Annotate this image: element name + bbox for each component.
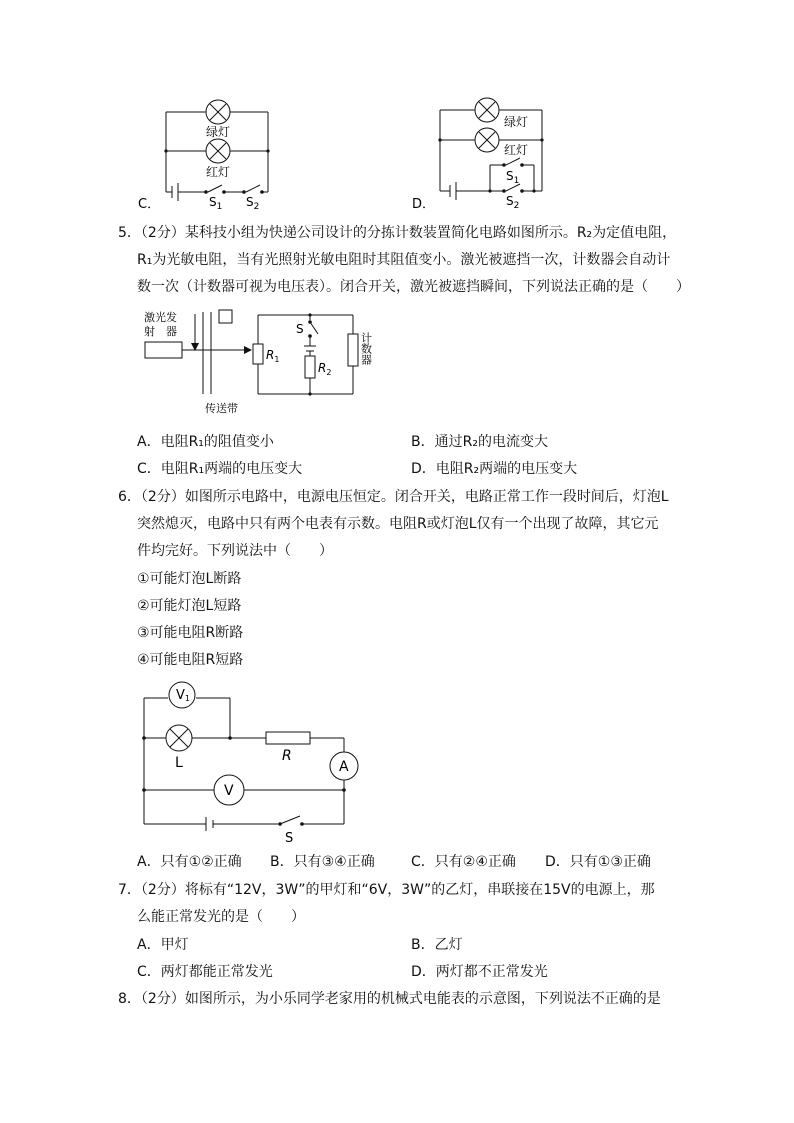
option-c-label: C． — [138, 197, 161, 212]
s2-label: S — [246, 195, 254, 209]
s2-label-d: S — [506, 194, 514, 208]
q5-option-d[interactable]: D．电阻R₂两端的电压变大 — [411, 461, 578, 477]
v1-label: V — [176, 688, 185, 703]
q6-option-d[interactable]: D．只有①③正确 — [545, 854, 651, 870]
q5-option-a[interactable]: A．电阻R₁的阻值变小 — [137, 434, 274, 450]
option-d-label: D． — [412, 197, 436, 212]
lamp-l-label: L — [175, 755, 183, 771]
q7-line1: 7．（2分）将标有“12V，3W”的甲灯和“6V，3W”的乙灯，串联接在15V的电源上，那 — [118, 882, 655, 898]
svg-text:S2 — [506, 194, 519, 211]
svg-text:S2 — [246, 195, 259, 212]
s1-sub: 1 — [216, 202, 223, 212]
option-d-circuit-figure — [410, 92, 570, 212]
green-lamp-label-d: 绿灯 — [504, 115, 529, 129]
q6-statement-1: ①可能灯泡L断路 — [137, 571, 242, 587]
q7-option-b[interactable]: B．乙灯 — [411, 937, 463, 953]
r1-label: R — [266, 348, 275, 362]
q5-option-b[interactable]: B．通过R₂的电流变大 — [411, 434, 548, 450]
voltmeter-label: V — [224, 783, 234, 799]
q5-sorting-circuit-figure — [138, 306, 388, 418]
q7-line2: 么能正常发光的是（ ） — [137, 909, 305, 925]
counter-label: 计数器 — [359, 332, 373, 365]
r2-label: R — [318, 361, 327, 375]
svg-text:S1 — [209, 195, 222, 212]
q6-statement-3: ③可能电阻R断路 — [137, 625, 244, 641]
svg-text:S1 — [506, 169, 519, 186]
q6-option-b[interactable]: B．只有③④正确 — [270, 854, 375, 870]
red-lamp-label-d: 红灯 — [504, 143, 529, 157]
q7-option-c[interactable]: C．两灯都能正常发光 — [137, 964, 273, 980]
q6-line3: 件均完好。下列说法中（ ） — [137, 543, 333, 559]
s1-label-d: S — [506, 169, 514, 183]
svg-text:V1 — [176, 688, 190, 703]
belt-label: 传送带 — [205, 402, 238, 415]
q6-statement-2: ②可能灯泡L短路 — [137, 598, 242, 614]
laser-label-1: 激光发 — [144, 311, 177, 324]
s2-sub: 2 — [253, 202, 260, 212]
s1-label: S — [209, 195, 217, 209]
q6-option-c[interactable]: C．只有②④正确 — [411, 854, 516, 870]
q6-line1: 6．（2分）如图所示电路中，电源电压恒定。闭合开关，电路正常工作一段时间后，灯泡L — [118, 489, 669, 505]
svg-text:R2 — [318, 361, 331, 377]
r2-sub: 2 — [326, 368, 332, 377]
q5-line3: 数一次（计数器可视为电压表）。闭合开关，激光被遮挡瞬间，下列说法正确的是（ ） — [137, 279, 690, 295]
q6-line2: 突然熄灭，电路中只有两个电表有示数。电阻R或灯泡L仅有一个出现了故障，其它元 — [137, 516, 659, 532]
v1-sub: 1 — [184, 694, 190, 703]
q7-option-d[interactable]: D．两灯都不正常发光 — [411, 964, 548, 980]
q6-switch-label: S — [285, 831, 294, 846]
q6-option-a[interactable]: A．只有①②正确 — [137, 854, 242, 870]
s1-sub-d: 1 — [513, 176, 520, 186]
q5-switch-label: S — [296, 322, 304, 336]
q5-option-c[interactable]: C．电阻R₁两端的电压变大 — [137, 461, 303, 477]
red-lamp-label: 红灯 — [206, 165, 231, 179]
q5-line2: R₁为光敏电阻，当有光照射光敏电阻时其阻值变小。激光被遮挡一次，计数器会自动计 — [137, 252, 671, 268]
laser-label-2: 射 器 — [144, 325, 177, 338]
r1-sub: 1 — [274, 355, 280, 364]
q6-statement-4: ④可能电阻R短路 — [137, 652, 244, 668]
ammeter-label: A — [339, 759, 349, 775]
q5-line1: 5．（2分）某科技小组为快递公司设计的分拣计数装置简化电路如图所示。R₂为定值电阻， — [118, 225, 677, 241]
option-c-circuit-figure — [136, 95, 296, 213]
q8-line1: 8．（2分）如图所示，为小乐同学老家用的机械式电能表的示意图，下列说法不正确的是 — [118, 991, 661, 1007]
q6-circuit-figure — [136, 678, 366, 848]
green-lamp-label: 绿灯 — [206, 125, 231, 139]
svg-text:R1 — [266, 348, 279, 364]
resistor-r-label: R — [282, 748, 292, 764]
s2-sub-d: 2 — [513, 201, 520, 211]
q7-option-a[interactable]: A．甲灯 — [137, 937, 189, 953]
